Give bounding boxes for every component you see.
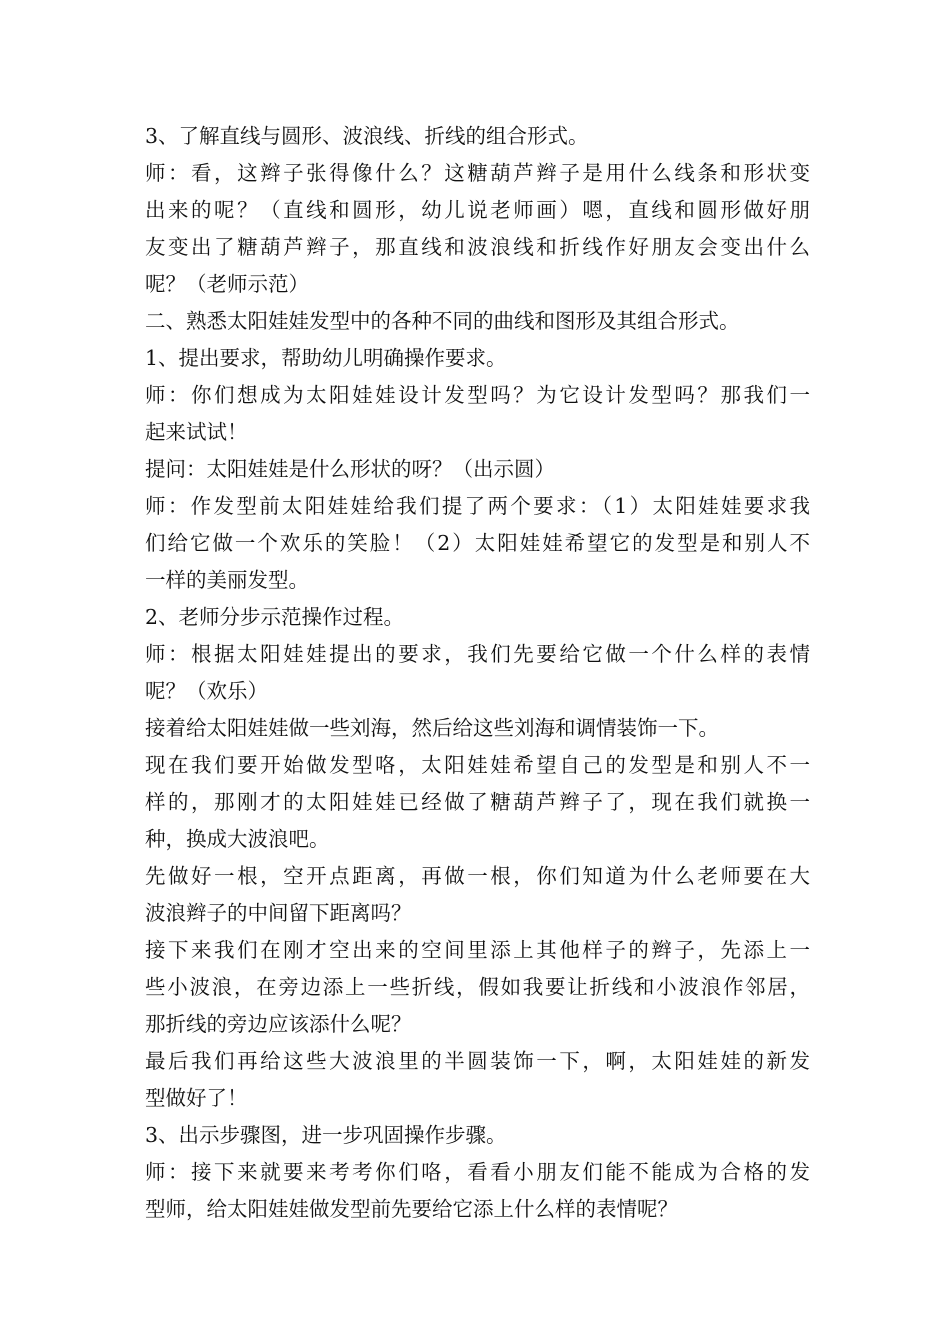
text-line-8: 师：你们想成为太阳娃娃设计发型吗？为它设计发型吗？那我们一 xyxy=(145,383,810,407)
text-line-20: 种，换成大波浪吧。 xyxy=(145,827,330,851)
text-line-10: 提问：太阳娃娃是什么形状的呀？（出示圆） xyxy=(145,457,555,481)
section-heading-2: 二、熟悉太阳娃娃发型中的各种不同的曲线和图形及其组合形式。 xyxy=(145,309,740,333)
text-line-2: 师：看，这辫子张得像什么？这糖葫芦辫子是用什么线条和形状变 xyxy=(145,161,810,185)
text-line-17: 接着给太阳娃娃做一些刘海，然后给这些刘海和调情装饰一下。 xyxy=(145,716,719,740)
text-line-9: 起来试试！ xyxy=(145,420,248,444)
text-line-25: 那折线的旁边应该添什么呢？ xyxy=(145,1012,412,1036)
text-line-5: 呢？（老师示范） xyxy=(145,272,309,296)
step-heading-2: 2、老师分步示范操作过程。 xyxy=(145,605,405,629)
text-line-22: 波浪辫子的中间留下距离吗？ xyxy=(145,901,412,925)
text-line-23: 接下来我们在刚才空出来的空间里添上其他样子的辫子，先添上一 xyxy=(145,938,810,962)
document-body xyxy=(145,118,810,1228)
text-line-16: 呢？（欢乐） xyxy=(145,679,268,703)
text-line-18: 现在我们要开始做发型咯，太阳娃娃希望自己的发型是和别人不一 xyxy=(145,753,810,777)
text-line-30: 型师，给太阳娃娃做发型前先要给它添上什么样的表情呢？ xyxy=(145,1197,678,1221)
text-line-11: 师：作发型前太阳娃娃给我们提了两个要求：（1）太阳娃娃要求我 xyxy=(145,494,810,518)
text-line-13: 一样的美丽发型。 xyxy=(145,568,309,592)
text-line-15: 师：根据太阳娃娃提出的要求，我们先要给它做一个什么样的表情 xyxy=(145,642,810,666)
text-line-27: 型做好了！ xyxy=(145,1086,248,1110)
text-line-4: 友变出了糖葫芦辫子，那直线和波浪线和折线作好朋友会变出什么 xyxy=(145,235,810,259)
text-line-21: 先做好一根，空开点距离，再做一根，你们知道为什么老师要在大 xyxy=(145,864,810,888)
text-line-19: 样的，那刚才的太阳娃娃已经做了糖葫芦辫子了，现在我们就换一 xyxy=(145,790,810,814)
text-line-29: 师：接下来就要来考考你们咯，看看小朋友们能不能成为合格的发 xyxy=(145,1160,810,1184)
text-line-24: 些小波浪，在旁边添上一些折线，假如我要让折线和小波浪作邻居， xyxy=(145,975,810,999)
text-line-26: 最后我们再给这些大波浪里的半圆装饰一下，啊，太阳娃娃的新发 xyxy=(145,1049,810,1073)
step-heading-1: 1、提出要求，帮助幼儿明确操作要求。 xyxy=(145,346,507,370)
text-line-3: 出来的呢？（直线和圆形，幼儿说老师画）嗯，直线和圆形做好朋 xyxy=(145,198,810,222)
text-line-1: 3、了解直线与圆形、波浪线、折线的组合形式。 xyxy=(145,124,589,148)
step-heading-3: 3、出示步骤图，进一步巩固操作步骤。 xyxy=(145,1123,507,1147)
text-line-12: 们给它做一个欢乐的笑脸！（2）太阳娃娃希望它的发型是和别人不 xyxy=(145,531,810,555)
